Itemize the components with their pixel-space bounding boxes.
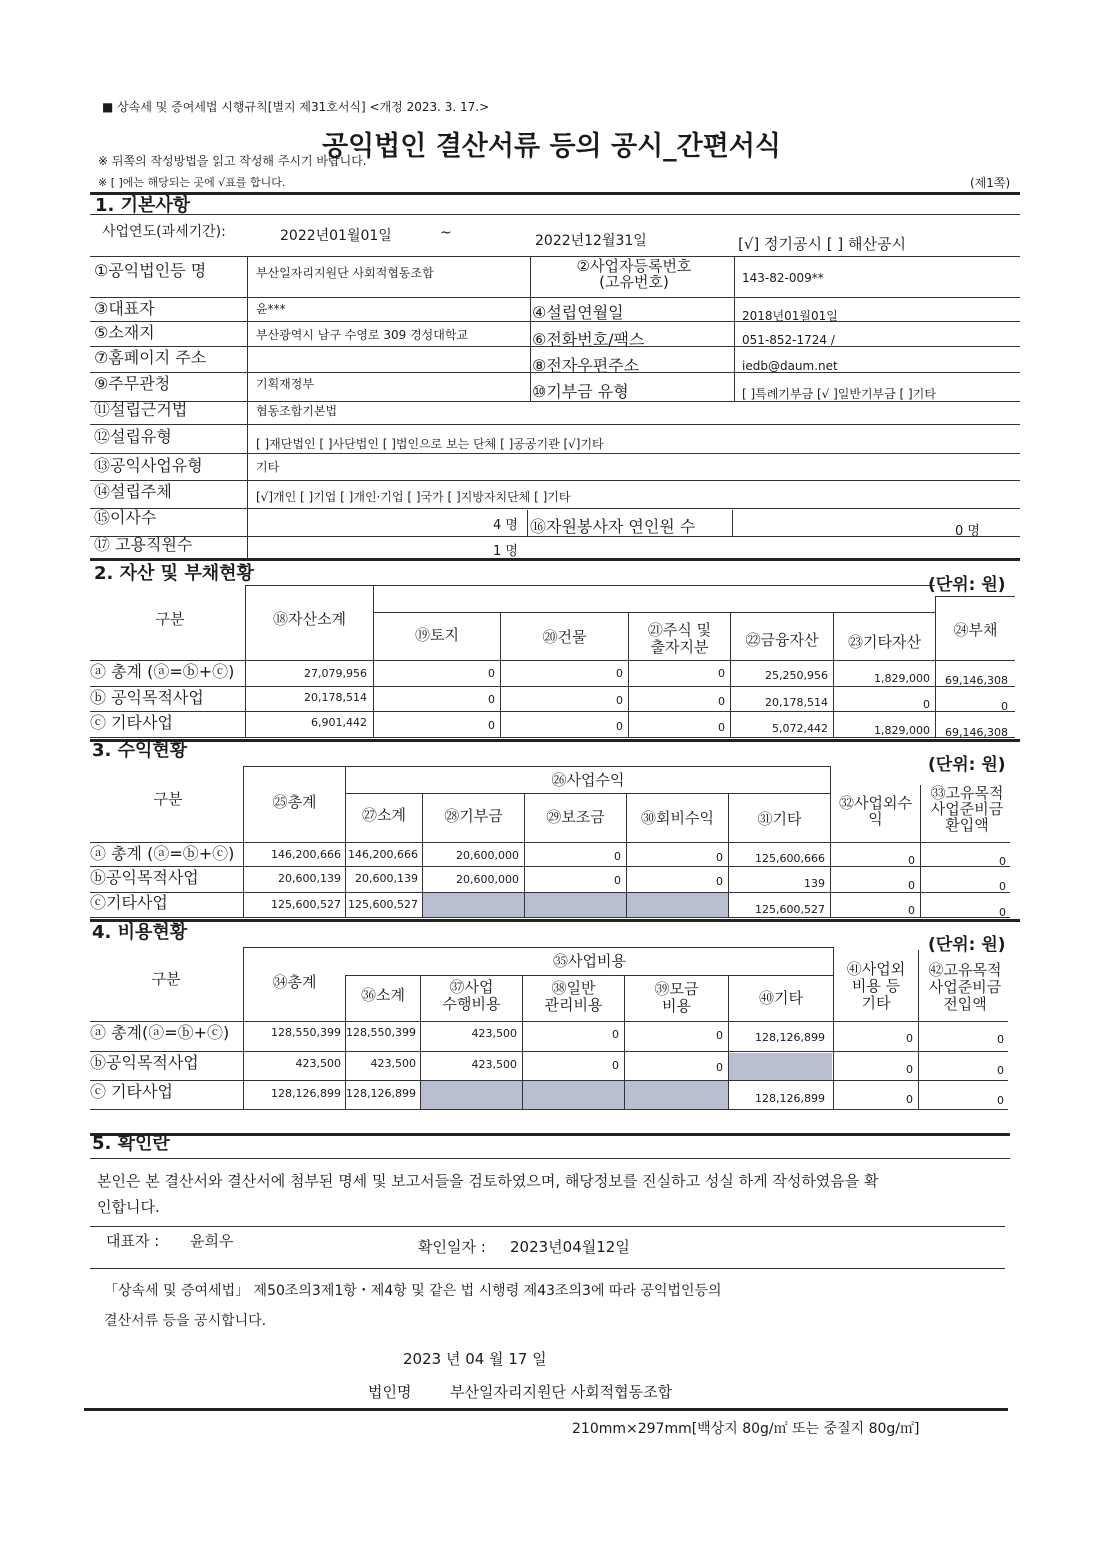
cell-other: 1,829,000 <box>874 724 930 737</box>
cell-nonbiz: 0 <box>906 1093 913 1106</box>
cell-debt: 69,146,308 <box>945 726 1008 739</box>
revenue-col-donation: ㉘기부금 <box>444 807 503 825</box>
corp-name-label-footer: 법인명 <box>368 1383 412 1401</box>
expense-col-perform-1: ㊲사업 <box>449 978 494 996</box>
revenue-col-total: ㉕총계 <box>272 793 317 811</box>
cell-subsidy: 0 <box>614 874 621 887</box>
cell-reserve: 0 <box>999 906 1006 919</box>
cell-land: 0 <box>488 667 495 680</box>
cell-sub: 423,500 <box>370 1057 416 1070</box>
confirm-date-label: 확인일자 : <box>418 1238 486 1256</box>
founder-label: ⑭설립주체 <box>94 482 172 501</box>
shaded-cell <box>627 893 728 917</box>
disclosure-law-1: 「상속세 및 증여세법」 제50조의3제1항・제4항 및 같은 법 시행령 제43조의3에 따라 공익법인등의 <box>104 1283 722 1299</box>
cell-etc: 128,126,899 <box>755 1031 825 1044</box>
period-tilde: ~ <box>440 225 452 241</box>
shaded-cell <box>421 1081 522 1109</box>
expense-col-perform-2: 수행비용 <box>442 995 501 1013</box>
paper-spec: 210mm×297mm[백상지 80g/㎡ 또는 중질지 80g/㎡] <box>572 1421 920 1437</box>
employees-label: ⑰ 고용직원수 <box>94 535 193 554</box>
cell-total: 6,901,442 <box>311 716 367 729</box>
revenue-col-etc: ㉛기타 <box>757 810 802 828</box>
cell-sub: 146,200,666 <box>348 848 418 861</box>
cell-total: 125,600,527 <box>271 898 341 911</box>
cell-fundraise: 0 <box>716 1029 723 1042</box>
cell-land: 0 <box>488 693 495 706</box>
assets-unit: (단위: 원) <box>928 575 1006 595</box>
row-label: ⓑ공익목적사업 <box>90 1053 199 1072</box>
found-date-label: ④설립연월일 <box>532 303 624 322</box>
cell-reserve: 0 <box>997 1064 1004 1077</box>
cell-admin: 0 <box>612 1028 619 1041</box>
cell-etc: 139 <box>804 877 825 890</box>
cell-admin: 0 <box>612 1059 619 1072</box>
cell-total: 423,500 <box>295 1057 341 1070</box>
expense-col-total: ㉞총계 <box>272 973 317 991</box>
shaded-cell <box>423 893 524 917</box>
page-title: 공익법인 결산서류 등의 공시_간편서식 <box>322 131 782 162</box>
instruction-note: ※ 뒤쪽의 작성방법을 읽고 작성해 주시기 바랍니다. <box>98 154 367 168</box>
expense-col-gubun: 구분 <box>151 970 181 988</box>
revenue-col-nonbiz-1: ㉜사업외수 <box>839 794 912 812</box>
cell-building: 0 <box>616 694 623 707</box>
shaded-cell <box>625 1081 728 1109</box>
row-label: ⓒ 기타사업 <box>90 713 173 732</box>
expense-col-sub: ㊱소계 <box>361 986 405 1004</box>
founder-value: [√]개인 [ ]기업 [ ]개인·기업 [ ]국가 [ ]지방자치단체 [ ]기타 <box>256 490 571 504</box>
cell-nonbiz: 0 <box>908 904 915 917</box>
cell-nonbiz: 0 <box>908 879 915 892</box>
shaded-cell <box>729 1053 832 1080</box>
cell-building: 0 <box>616 720 623 733</box>
cell-finance: 25,250,956 <box>765 669 828 682</box>
expense-unit: (단위: 원) <box>928 935 1006 955</box>
section-assets-title: 2. 자산 및 부채현황 <box>94 563 254 584</box>
period-end: 2022년12월31일 <box>535 233 647 249</box>
expense-col-etc: ㊵기타 <box>759 989 803 1007</box>
confirm-rep-label: 대표자 : <box>106 1232 160 1250</box>
cell-total: 20,178,514 <box>304 691 367 704</box>
founding-law-value: 협동조합기본법 <box>256 404 338 418</box>
revenue-col-nonbiz-2: 익 <box>868 810 883 828</box>
founding-type-value: [ ]재단법인 [ ]사단법인 [ ]법인으로 보는 단체 [ ]공공기관 [√]기타 <box>256 437 604 451</box>
volunteer-label: ⑯자원봉사자 연인원 수 <box>530 517 696 536</box>
directors-value: 4 명 <box>493 518 518 533</box>
disclosure-type: [√] 정기공시 [ ] 해산공시 <box>738 235 906 253</box>
founding-law-label: ⑪설립근거법 <box>94 400 188 419</box>
cell-other: 0 <box>923 698 930 711</box>
donation-type-label: ⑩기부금 유형 <box>532 382 629 401</box>
cell-finance: 5,072,442 <box>772 722 828 735</box>
cell-stock: 0 <box>718 667 725 680</box>
volunteer-value: 0 명 <box>955 524 980 539</box>
period-start: 2022년01월01일 <box>280 228 392 244</box>
cell-total: 128,550,399 <box>271 1026 341 1039</box>
assets-col-debt: ㉔부채 <box>953 621 998 639</box>
found-date-value: 2018년01월01일 <box>742 309 838 323</box>
donation-type-value: [ ]특례기부금 [√ ]일반기부금 [ ]기타 <box>742 387 936 401</box>
ministry-value: 기획재정부 <box>256 377 314 391</box>
cell-land: 0 <box>488 719 495 732</box>
cell-sub: 125,600,527 <box>348 898 418 911</box>
address-label: ⑤소재지 <box>94 323 155 342</box>
phone-value: 051-852-1724 / <box>742 333 835 347</box>
cell-reserve: 0 <box>997 1033 1004 1046</box>
expense-col-admin-2: 관리비용 <box>544 996 603 1014</box>
email-value: iedb@daum.net <box>742 359 838 373</box>
assets-col-gubun: 구분 <box>155 610 185 628</box>
row-label: ⓐ 총계(ⓐ=ⓑ+ⓒ) <box>90 1023 230 1042</box>
cell-donation: 20,600,000 <box>456 849 519 862</box>
row-label: ⓐ 총계 (ⓐ=ⓑ+ⓒ) <box>90 844 235 863</box>
corp-name-label: ①공익법인등 명 <box>94 261 207 280</box>
confirm-statement-2: 인합니다. <box>97 1198 160 1216</box>
row-label: ⓒ기타사업 <box>90 893 168 912</box>
section-revenue-title: 3. 수익현황 <box>92 740 188 761</box>
cell-total: 20,600,139 <box>278 872 341 885</box>
period-label: 사업연도(과세기간): <box>102 224 226 240</box>
cell-etc: 125,600,527 <box>755 903 825 916</box>
assets-col-total: ⑱자산소계 <box>273 610 346 628</box>
assets-col-land: ⑲토지 <box>415 626 459 644</box>
cell-total: 27,079,956 <box>304 667 367 680</box>
disclosure-date: 2023 년 04 월 17 일 <box>403 1350 547 1368</box>
homepage-label: ⑦홈페이지 주소 <box>94 348 207 367</box>
phone-label: ⑥전화번호/팩스 <box>532 330 645 349</box>
cell-perform: 423,500 <box>471 1058 517 1071</box>
cell-nonbiz: 0 <box>908 854 915 867</box>
bizno-value: 143-82-009** <box>742 271 824 285</box>
confirm-rep-name: 윤희우 <box>190 1232 234 1250</box>
assets-col-other: ㉓기타자산 <box>848 633 921 651</box>
cell-reserve: 0 <box>999 855 1006 868</box>
section-confirm-title: 5. 확인란 <box>92 1133 170 1154</box>
expense-col-nonbiz-3: 기타 <box>861 994 891 1012</box>
cell-other: 1,829,000 <box>874 672 930 685</box>
revenue-col-reserve-1: ㉝고유목적 <box>930 784 1004 802</box>
cell-total: 128,126,899 <box>271 1087 341 1100</box>
cell-debt: 0 <box>1001 700 1008 713</box>
cell-subsidy: 0 <box>614 850 621 863</box>
revenue-unit: (단위: 원) <box>928 755 1006 775</box>
shaded-cell <box>523 1081 624 1109</box>
bizno-label-1: ②사업자등록번호 <box>576 257 692 275</box>
corp-name-footer: 부산일자리지원단 사회적협동조합 <box>450 1383 673 1401</box>
cell-sub: 20,600,139 <box>355 872 418 885</box>
expense-col-reserve-3: 전입액 <box>943 995 987 1013</box>
cell-building: 0 <box>616 667 623 680</box>
employees-value: 1 명 <box>493 544 518 559</box>
confirm-statement-1: 본인은 본 결산서와 결산서에 첨부된 명세 및 보고서들을 검토하였으며, 해당정보를 진실하고 성실 하게 작성하였음을 확 <box>97 1172 879 1190</box>
row-label: ⓒ 기타사업 <box>90 1082 173 1101</box>
assets-col-finance: ㉒금융자산 <box>745 631 819 649</box>
founding-type-label: ⑫설립유형 <box>94 427 172 446</box>
revenue-col-sub: ㉗소계 <box>362 806 406 824</box>
revenue-col-gubun: 구분 <box>153 790 183 808</box>
cell-sub: 128,550,399 <box>346 1026 416 1039</box>
cell-total: 146,200,666 <box>271 848 341 861</box>
cell-nonbiz: 0 <box>906 1032 913 1045</box>
revenue-col-biz: ㉖사업수익 <box>551 771 625 789</box>
section-expense-title: 4. 비용현황 <box>92 922 188 943</box>
bizno-label-2: (고유번호) <box>599 273 669 291</box>
page-number: (제1쪽) <box>970 176 1011 190</box>
rep-label: ③대표자 <box>94 299 155 318</box>
cell-fundraise: 0 <box>716 1061 723 1074</box>
shaded-cell <box>525 893 626 917</box>
confirm-date-value: 2023년04월12일 <box>510 1238 630 1256</box>
row-label: ⓑ공익목적사업 <box>90 868 199 887</box>
address-value: 부산광역시 남구 수영로 309 경성대학교 <box>256 328 469 342</box>
cell-fee: 0 <box>716 851 723 864</box>
assets-col-building: ⑳건물 <box>542 628 587 646</box>
rep-value: 윤*** <box>256 302 286 316</box>
email-label: ⑧전자우편주소 <box>532 356 640 375</box>
expense-col-fundraise-1: ㊴모금 <box>654 980 699 998</box>
cell-nonbiz: 0 <box>906 1063 913 1076</box>
directors-label: ⑮이사수 <box>94 508 157 527</box>
biz-type-value: 기타 <box>256 460 280 474</box>
assets-col-stock-2: 출자지분 <box>650 638 709 656</box>
revenue-col-fee: ㉚회비수익 <box>641 809 714 827</box>
cell-reserve: 0 <box>997 1094 1004 1107</box>
disclosure-law-2: 결산서류 등을 공시합니다. <box>104 1313 267 1329</box>
biz-type-label: ⑬공익사업유형 <box>94 456 203 475</box>
cell-finance: 20,178,514 <box>765 696 828 709</box>
cell-debt: 69,146,308 <box>945 674 1008 687</box>
expense-col-biz: ㉟사업비용 <box>553 952 626 970</box>
expense-col-nonbiz-1: ㊶사업외 <box>846 960 906 978</box>
cell-perform: 423,500 <box>471 1027 517 1040</box>
expense-col-nonbiz-2: 비용 등 <box>851 977 901 995</box>
cell-etc: 128,126,899 <box>755 1092 825 1105</box>
cell-stock: 0 <box>718 695 725 708</box>
cell-sub: 128,126,899 <box>346 1087 416 1100</box>
corp-name-value: 부산일자리지원단 사회적협동조합 <box>256 266 434 280</box>
row-label: ⓐ 총계 (ⓐ=ⓑ+ⓒ) <box>90 662 235 681</box>
checkbox-note: ※ [ ]에는 해당되는 곳에 √표를 합니다. <box>98 176 286 189</box>
expense-col-reserve-1: ㊷고유목적 <box>928 961 1002 979</box>
cell-etc: 125,600,666 <box>755 852 825 865</box>
cell-donation: 20,600,000 <box>456 873 519 886</box>
expense-col-fundraise-2: 비용 <box>662 997 691 1015</box>
expense-col-reserve-2: 사업준비금 <box>928 978 1002 996</box>
cell-reserve: 0 <box>999 880 1006 893</box>
cell-stock: 0 <box>718 721 725 734</box>
revenue-col-reserve-2: 사업준비금 <box>930 800 1004 818</box>
revenue-col-reserve-3: 환입액 <box>945 816 989 834</box>
revenue-col-subsidy: ㉙보조금 <box>546 808 605 826</box>
cell-fee: 0 <box>716 875 723 888</box>
row-label: ⓑ 공익목적사업 <box>90 688 204 707</box>
assets-col-stock-1: ㉑주식 및 <box>647 621 712 639</box>
regulation-line: ■ 상속세 및 증여세법 시행규칙[별지 제31호서식] <개정 2023. 3. 17.> <box>102 100 490 114</box>
expense-col-admin-1: ㊳일반 <box>551 979 596 997</box>
ministry-label: ⑨주무관청 <box>94 374 171 393</box>
section-basic-title: 1. 기본사항 <box>95 195 191 216</box>
